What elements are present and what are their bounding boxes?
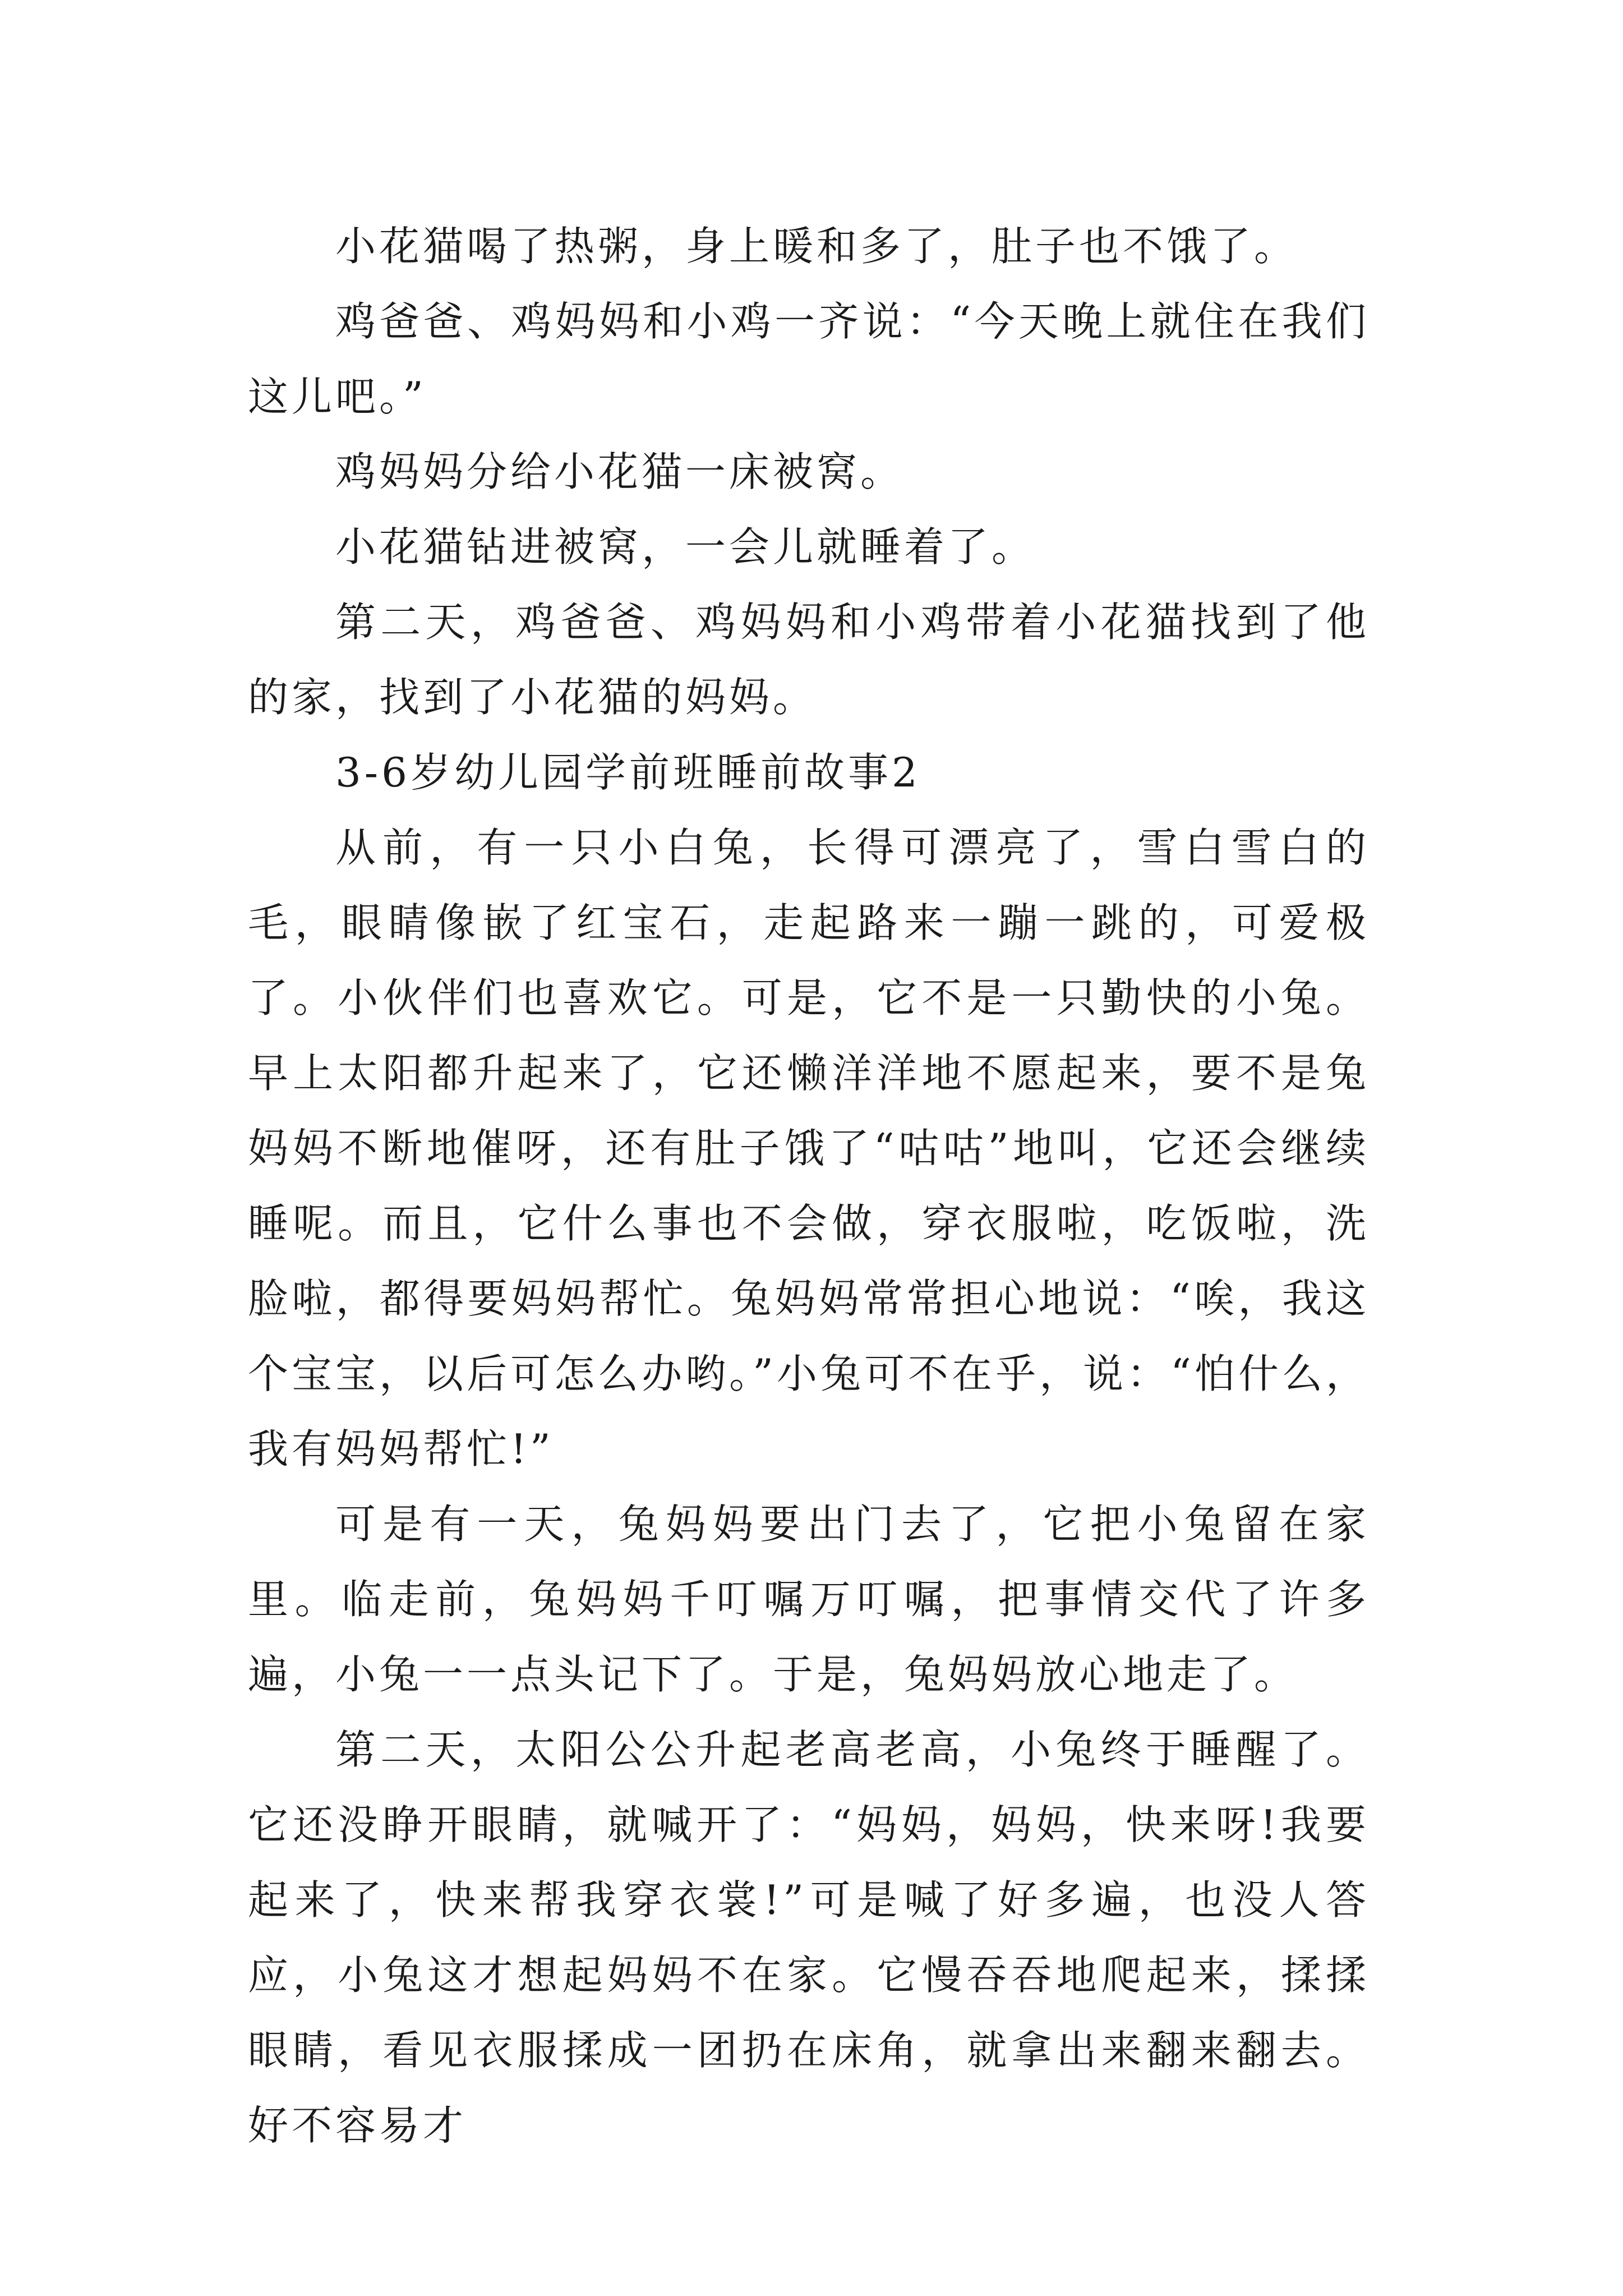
paragraph-8: 可是有一天，兔妈妈要出门去了，它把小兔留在家里。临走前，兔妈妈千叮嘱万叮嘱，把事情交代了许多遍，小兔一一点头记下了。于是，兔妈妈放心地走了。 (248, 1501, 1370, 1698)
paragraph-9: 第二天，太阳公公升起老高老高，小兔终于睡醒了。它还没睁开眼睛，就喊开了：“妈妈，妈妈，快来呀!我要起来了，快来帮我穿衣裳!”可是喊了好多遍，也没人答应，小兔这才想起妈妈不在家。它慢吞吞地爬起来，揉揉眼睛，看见衣服揉成一团扔在床角，就拿出来翻来翻去。好不容易才 (248, 1726, 1370, 2149)
paragraph-2: 鸡爸爸、鸡妈妈和小鸡一齐说：“今天晚上就住在我们这儿吧。” (248, 298, 1370, 420)
paragraph-5: 第二天，鸡爸爸、鸡妈妈和小鸡带着小花猫找到了他的家，找到了小花猫的妈妈。 (248, 599, 1370, 721)
story-heading: 3-6岁幼儿园学前班睡前故事2 (335, 749, 921, 796)
paragraph-4: 小花猫钻进被窝，一会儿就睡着了。 (335, 523, 1036, 570)
paragraph-3: 鸡妈妈分给小花猫一床被窝。 (335, 448, 905, 495)
paragraph-7: 从前，有一只小白兔，长得可漂亮了，雪白雪白的毛，眼睛像嵌了红宝石，走起路来一蹦一跳的，可爱极了。小伙伴们也喜欢它。可是，它不是一只勤快的小兔。早上太阳都升起来了，它还懒洋洋地不愿起来，要不是兔妈妈不断地催呀，还有肚子饿了“咕咕”地叫，它还会继续睡呢。而且，它什么事也不会做，穿衣服啦，吃饭啦，洗脸啦，都得要妈妈帮忙。兔妈妈常常担心地说：“唉，我这个宝宝，以后可怎么办哟。”小兔可不在乎，说：“怕什么，我有妈妈帮忙!” (248, 824, 1370, 1473)
document-body (248, 209, 1370, 2163)
paragraph-1: 小花猫喝了热粥，身上暖和多了，肚子也不饿了。 (335, 223, 1298, 270)
